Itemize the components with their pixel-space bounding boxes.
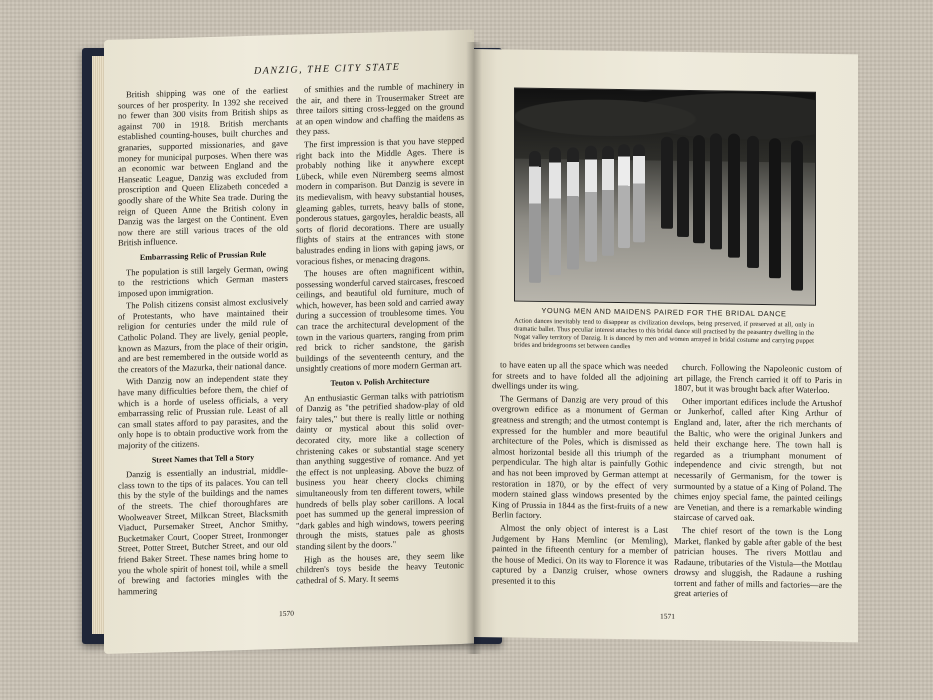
paragraph: British shipping was one of the earliest sources of her prosperity. In 1392 she received no fewer than 300 visits from British ships as against 700 in 1918. British merchants established counting-houses, built churches and granaries, supported missionaries, and gave money for municipal purposes. When there was an economic war between England and the Hanseatic League, Danzig was excluded from proscription and Queen Elizabeth conceded a goodly share of the White Sea trade. During the reign of Queen Anne the British colony in Danzig was the largest on the Continent. Even now there are still various traces of the old British influence.: [118, 84, 288, 248]
paragraph: The houses are often magnificent within, possessing wonderful carved staircases, frescoed ceilings, and beautiful old furniture, much of which, however, has been sold and carried away during a succession of troublesome times. You can trace the architectural development of the town in the various quarters, ranging from prim red brick to richer sandstone, the garish buildings of the seventeenth century, and the unsightly creations of more modern German art.: [296, 264, 464, 375]
man-figure: [710, 133, 722, 249]
maiden-figure: [618, 144, 630, 248]
paragraph: An enthusiastic German talks with patriotism of Danzig as "the petrified shadow-play of old fairy tales," but there is really little or nothing dainty or mystical about this solid over-decorated city, more like a collection of christening cakes or substantial stage scenery than anything suggestive of romance. And yet the effect is not unpleasing. Above the buzz of business you hear cheery clocks chiming simultaneously from ten different towers, while hundreds of bells play sober carillons. A local poet has summed up the general impression of "dark gables and high windows, towers peering through the mists, statues pale as ghosts standing silent by the doors.": [296, 388, 464, 552]
paragraph: The first impression is that you have stepped right back into the Middle Ages. There is probably nothing like it anywhere except Lübeck, while even Nüremberg seems almost modern in comparison. But Danzig is severe in its medievalism, with heavy substantial houses, gleaming gables, turrets, heavy balls of stone, ponderous statues, gargoyles, heraldic beasts, all sorts of florid decorations. There are usually flights of stairs at the entrances with stone balustrades ending in lions with gaping jaws, or voracious fishes, or menacing dragons.: [296, 134, 464, 267]
section-heading: Teuton v. Polish Architecture: [330, 375, 430, 388]
maiden-figure: [633, 144, 645, 242]
man-figure: [747, 136, 759, 268]
paragraph: Other important edifices include the Artushof or Junkerhof, called after King Arthur of England and, later, after the rich merchants of the Baltic, who were the original Junkers and held their exchange here. The town hall is regarded as a triumphant monument of independence and civic strength, but not necessarily of Germanism, for the tower is surmounted by a statue of a King of Poland. The chimes enjoy special fame, the painted ceilings are Venetian, and there is a remarkable winding staircase of carved oak.: [674, 395, 842, 524]
man-figure: [661, 137, 673, 229]
paragraph: Almost the only object of interest is a Last Judgement by Hans Memlinc (or Memling), painted in the fifteenth century for a member of the house of Medici. On its way to Florence it was captured by a Danzig cruiser, whose owners presented it to this: [492, 522, 668, 587]
left-column-1: [118, 85, 288, 599]
maiden-figure: [549, 147, 561, 275]
right-column-2: [674, 362, 842, 603]
running-head: DANZIG, THE CITY STATE: [254, 61, 401, 77]
man-figure: [693, 135, 705, 243]
paragraph: The chief resort of the town is the Long Market, flanked by gable after gable of the best patrician houses. The rivers Mottlau and Radaune, tributaries of the Vistula—the Mottlau drowsy and sluggish, the Radaune a rushing torrent and father of mills and factories—are the great arteries of: [674, 524, 842, 600]
bridal-dance-photograph: [514, 88, 816, 306]
paragraph: of smithies and the rumble of machinery in the air, and there in Trousermaker Street are three tailors sitting cross-legged on the ground at an open window and chaffing the maidens as they pass.: [296, 79, 464, 138]
maiden-figure: [602, 146, 614, 256]
paragraph: to have eaten up all the space which was needed for streets and to have folded all the adjoining dwellings under its wing.: [492, 359, 668, 392]
paragraph: Danzig is essentially an industrial, middle-class town to the tips of its palaces. You can tell this by the style of the buildings and the names of the streets. The chief thoroughfares are Woolweaver Street, Milkcan Street, Blacksmith Viaduct, Pursemaker Street, Anchor Smithy, Bucketmaker Court, Cooper Street, Ironmonger Street, Potter Street, Butcher Street, and our old friend Baker Street. These names bring home to you the whole spirit of honest toil, while a smell of brewing and factories mingles with the hammering: [118, 465, 288, 597]
paragraph: The Germans of Danzig are very proud of this overgrown edifice as a monument of German greatness and strength; and the utmost contempt is expressed for the humbler and more beautiful architecture of the Poles, which is dismissed as almost horizontal beside all this triumph of the perpendicular. The high altar is painfully Gothic and has not been improved by German attempt at restoration in 1870, or by the effect of very modern stained glass windows presented by the King of Prussia in 1844 as the first-fruits of a new Berlin factory.: [492, 393, 668, 521]
section-heading: Street Names that Tell a Story: [151, 452, 255, 465]
maiden-figure: [567, 147, 579, 269]
photo-caption-title: YOUNG MEN AND MAIDENS PAIRED FOR THE BRIDAL DANCE: [541, 305, 787, 319]
section-heading: Embarrassing Relic of Prussian Rule: [139, 249, 267, 262]
paragraph: With Danzig now an independent state they have many difficulties before them, the chief of which is a horde of useless officials, a very embarrassing relic of Prussian rule. Least of all can small states afford to pay parasites, and the only hope is to obtain productive work from the majority of the citizens.: [118, 372, 288, 451]
man-figure: [677, 137, 689, 237]
man-figure: [728, 134, 740, 258]
paragraph: The Polish citizens consist almost exclusively of Protestants, who have maintained their religion for centuries under the mild rule of Catholic Poland. They are lively, genial people, known as Mazurs, from the place of their origin, and are best remembered in the outside world as the creators of the Mazurka, their national dance.: [118, 296, 288, 375]
man-figure: [791, 140, 803, 290]
photo-caption-text: Action dances inevitably tend to disappear as civilization develops, being preserved, if preserved at all, only in dramatic ballet. Thus peculiar interest attaches to this bridal dance still practised by the peasantry dwelling in the Nogat valley territory of Danzig. It is danced by men and women arrayed in bridal costume and carrying puppet brides and bridegrooms set between candles: [514, 317, 814, 351]
maiden-figure: [529, 151, 541, 283]
man-figure: [769, 138, 781, 278]
page-number: 1570: [279, 608, 294, 619]
paragraph: The population is still largely German, owing to the restrictions which German masters imposed upon immigration.: [118, 262, 288, 299]
right-column-1: [492, 359, 668, 590]
left-column-2: [296, 80, 464, 588]
maiden-figure: [585, 146, 597, 262]
right-page: [474, 49, 858, 642]
page-number: 1571: [660, 611, 675, 621]
left-page: [104, 30, 474, 654]
paragraph: High as the houses are, they seem like children's toys beside the heavy Teutonic cathedral of S. Mary. It seems: [296, 549, 464, 586]
paragraph: church. Following the Napoleonic custom of art pillage, the French carried it off to Paris in 1807, but it was brought back after Waterloo.: [674, 361, 842, 396]
